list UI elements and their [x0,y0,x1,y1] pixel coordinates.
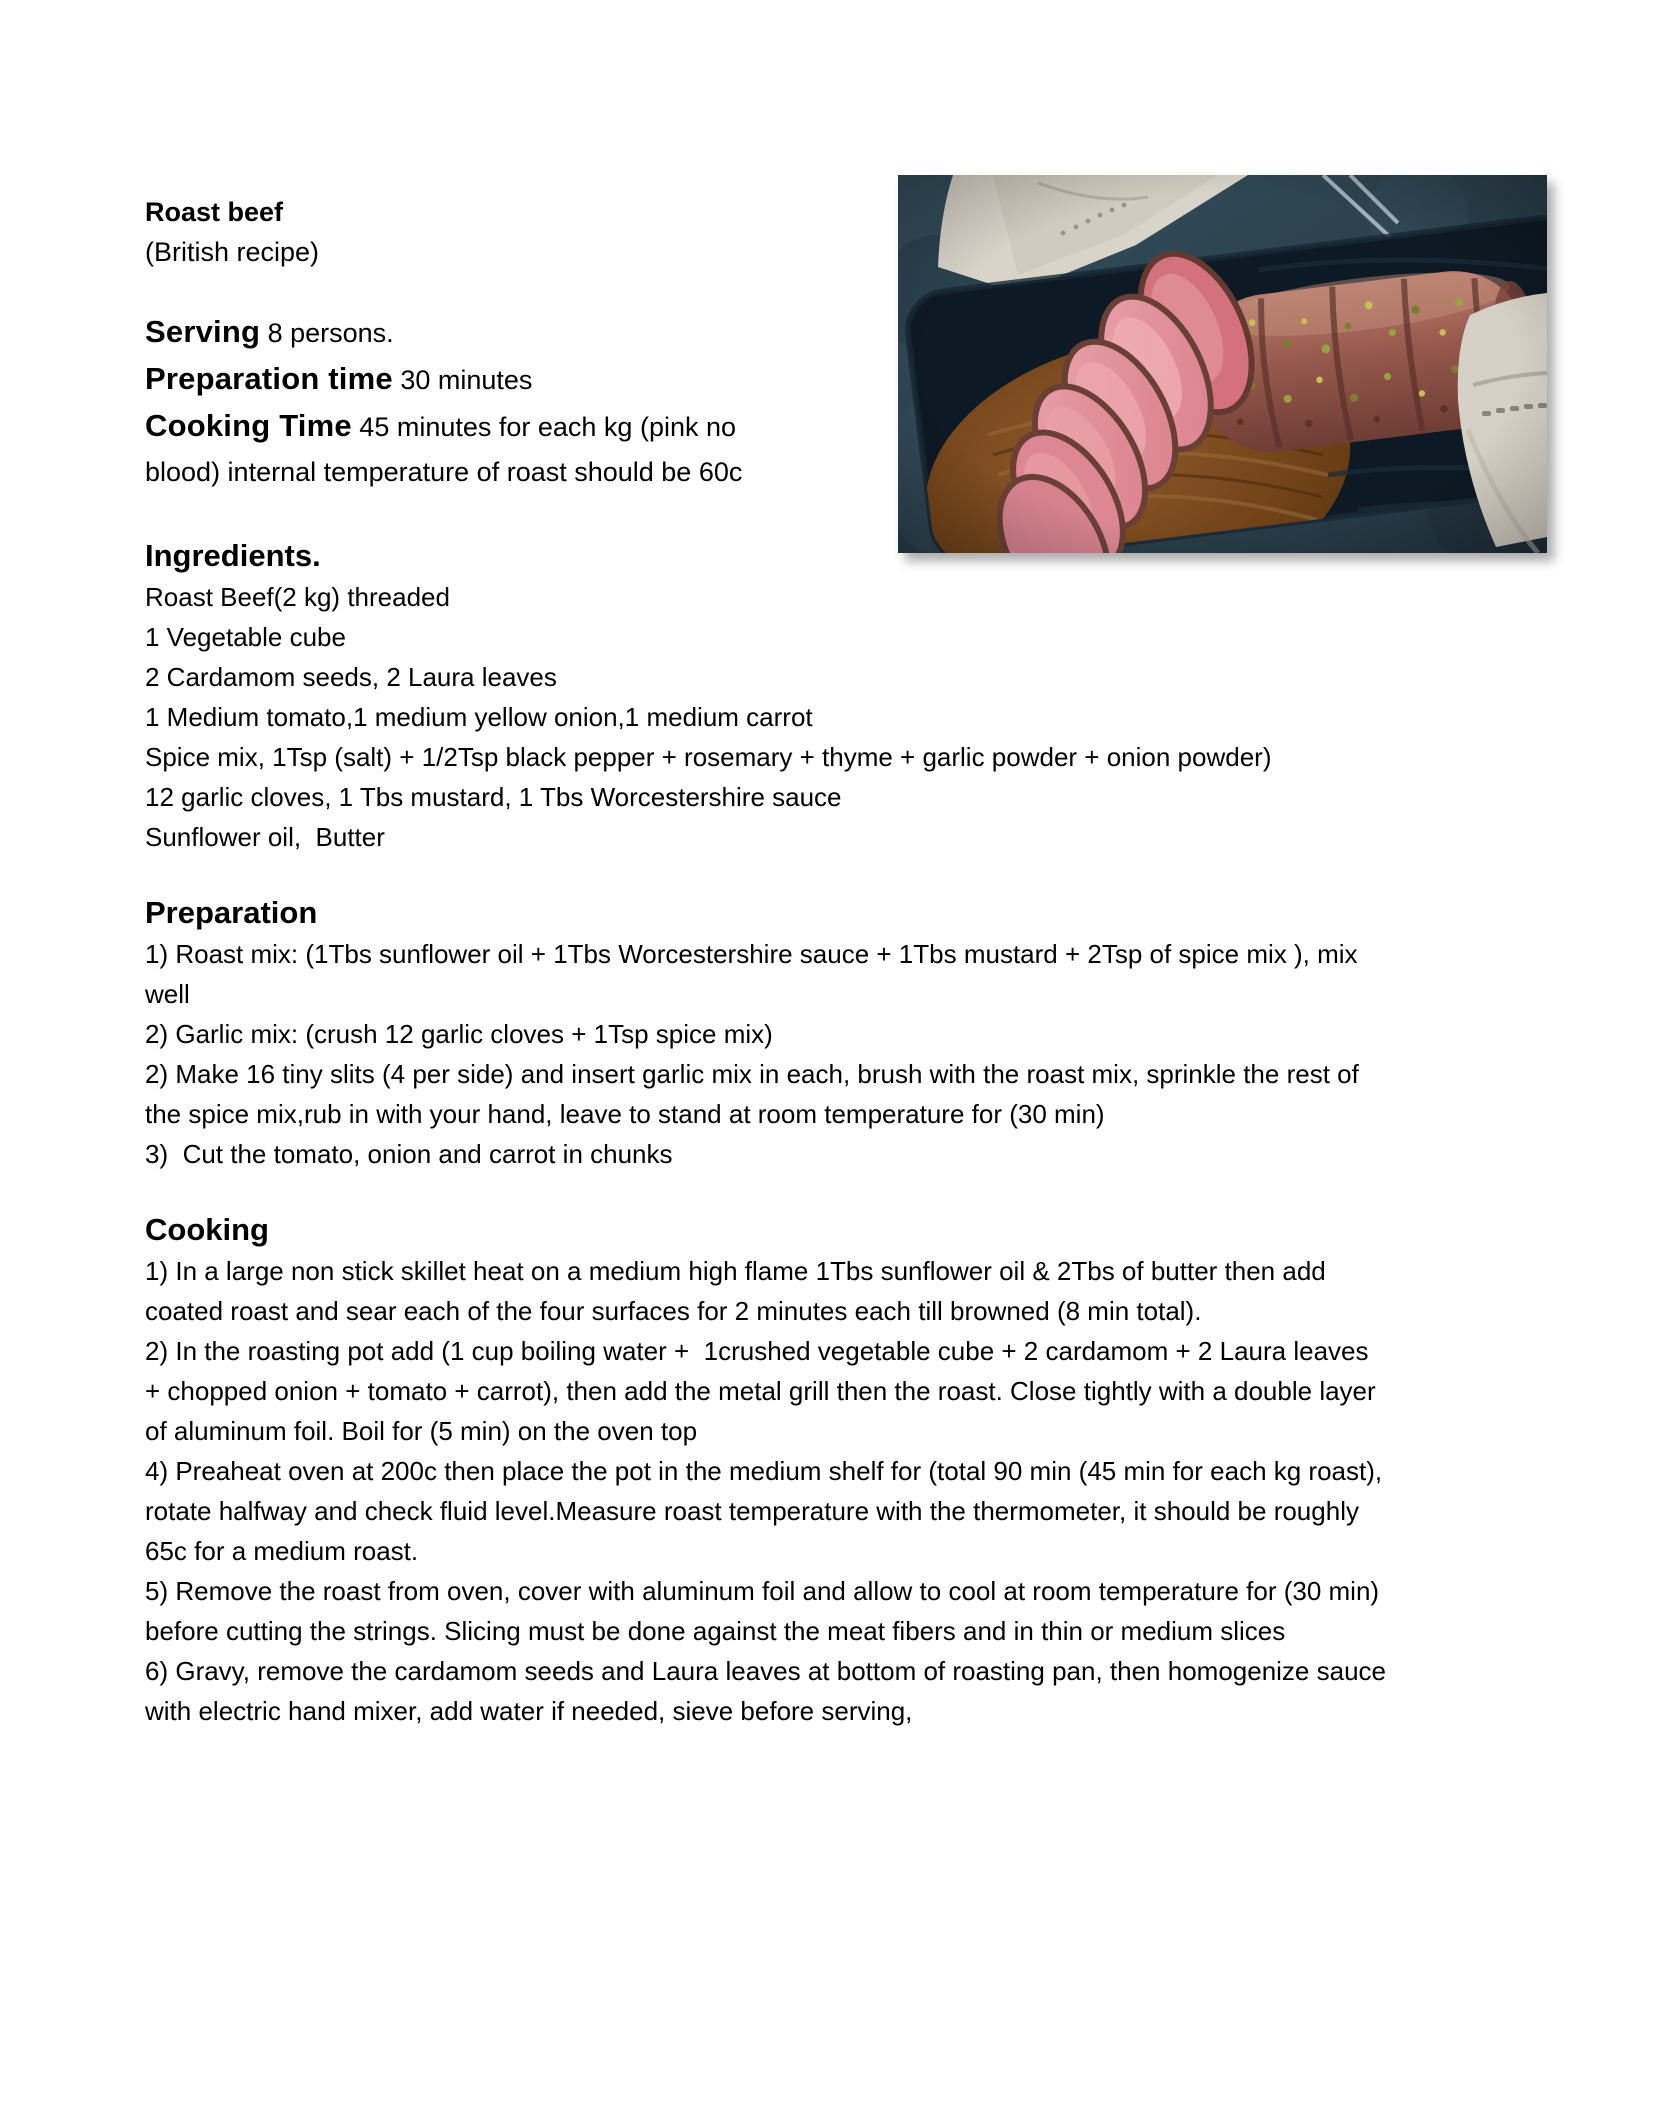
cooking-step: 5) Remove the roast from oven, cover with aluminum foil and allow to cool at room temperature for (30 min) before cutting the strings. Slicing must be done against the meat fibers and in thin or medium slices [145,1576,1387,1646]
ingredients-heading: Ingredients. [145,538,321,573]
ingredient-item: Sunflower oil, Butter [145,822,385,852]
cook-time-line [145,403,765,495]
serving-label: Serving [145,314,261,349]
recipe-meta [145,309,765,495]
prep-time-label: Preparation time [145,361,393,396]
cooking-steps [145,1251,1394,1731]
ingredient-item: 1 Medium tomato,1 medium yellow onion,1 medium carrot [145,702,813,732]
preparation-step: 2) Garlic mix: (crush 12 garlic cloves + 1Tsp spice mix) [145,1019,773,1049]
cooking-step: 1) In a large non stick skillet heat on a medium high flame 1Tbs sunflower oil & 2Tbs of butter then add coated roast and sear each of the four surfaces for 2 minutes each till browned (8 min total). [145,1256,1333,1326]
ingredient-item: Roast Beef(2 kg) threaded [145,582,450,612]
preparation-steps [145,934,1390,1174]
prep-time-line [145,356,765,403]
ingredients-list [145,577,1390,857]
prep-time-value: 30 minutes [392,365,533,395]
page-title: Roast beef [145,197,284,227]
preparation-heading: Preparation [145,895,318,930]
cook-time-label: Cooking Time [145,408,352,443]
preparation-step: 1) Roast mix: (1Tbs sunflower oil + 1Tbs Worcestershire sauce + 1Tbs mustard + 2Tsp of spice mix ), mix well [145,939,1365,1009]
page-subtitle: (British recipe) [145,237,320,267]
ingredient-item: 12 garlic cloves, 1 Tbs mustard, 1 Tbs Worcestershire sauce [145,782,842,812]
recipe-text [145,192,1394,1731]
preparation-step: 2) Make 16 tiny slits (4 per side) and insert garlic mix in each, brush with the roast mix, sprinkle the rest of the spice mix,rub in with your hand, leave to stand at room temperature for (30 min) [145,1059,1367,1129]
cooking-step: 2) In the roasting pot add (1 cup boiling water + 1crushed vegetable cube + 2 cardamom + 2 Laura leaves + chopped onion + tomato + carrot), then add the metal grill then the roast. Close tightly with a double layer of aluminum foil. Boil for (5 min) on the oven top [145,1336,1383,1446]
preparation-step: 3) Cut the tomato, onion and carrot in chunks [145,1139,673,1169]
ingredient-item: Spice mix, 1Tsp (salt) + 1/2Tsp black pepper + rosemary + thyme + garlic powder + onion powder) [145,742,1272,772]
cooking-step: 4) Preaheat oven at 200c then place the pot in the medium shelf for (total 90 min (45 min for each kg roast), rotate halfway and check fluid level.Measure roast temperature with the thermometer, it should be roughly 65c for a medium roast. [145,1456,1390,1566]
cooking-heading: Cooking [145,1212,269,1247]
ingredient-item: 2 Cardamom seeds, 2 Laura leaves [145,662,557,692]
cook-time-value: 45 minutes for each kg (pink no blood) internal temperature of roast should be 60c [145,412,744,487]
ingredient-item: 1 Vegetable cube [145,622,346,652]
serving-value: 8 persons. [260,318,394,348]
serving-line [145,309,765,356]
cooking-step: 6) Gravy, remove the cardamom seeds and Laura leaves at bottom of roasting pan, then homogenize sauce with electric hand mixer, add water if needed, sieve before serving, [145,1656,1394,1726]
